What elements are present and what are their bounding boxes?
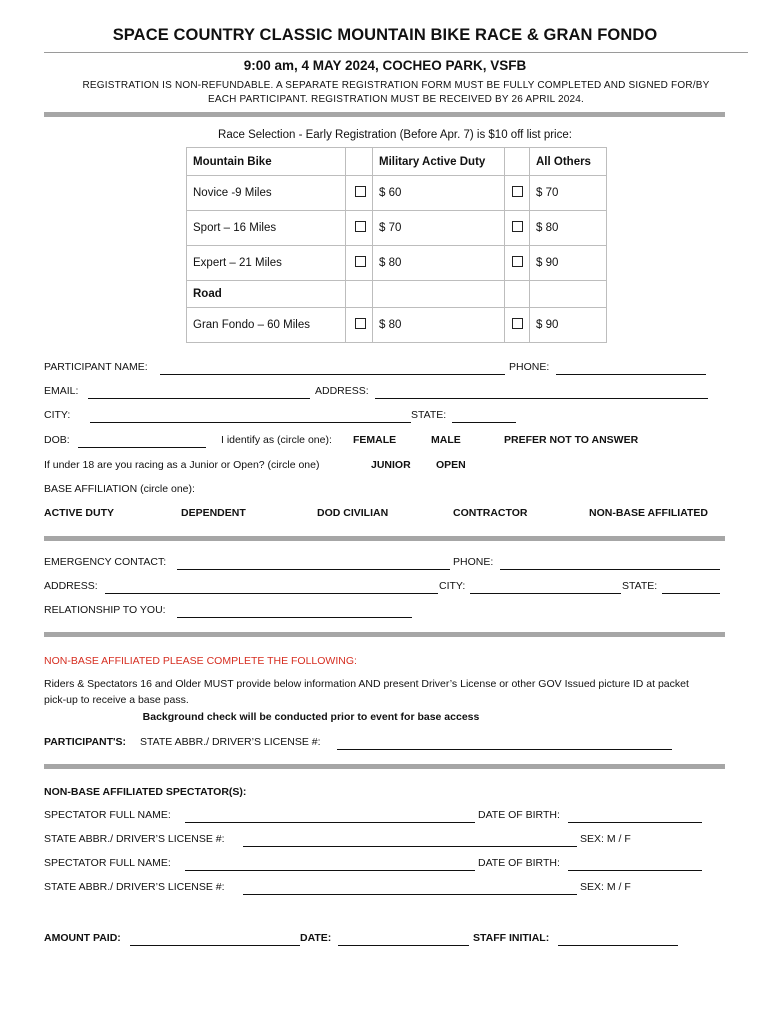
price: $ 60 bbox=[373, 176, 505, 211]
race-name: Expert – 21 Miles bbox=[187, 246, 346, 281]
section-divider bbox=[44, 536, 725, 541]
price: $ 90 bbox=[530, 246, 607, 281]
base-option-non-base[interactable]: NON-BASE AFFILIATED bbox=[589, 507, 708, 519]
emergency-city-label: CITY: bbox=[439, 580, 466, 592]
identify-option-female[interactable]: FEMALE bbox=[353, 434, 397, 446]
spectator-1-name-label: SPECTATOR FULL NAME: bbox=[44, 809, 171, 821]
spectator-2-sex[interactable]: SEX: M / F bbox=[580, 881, 631, 893]
relationship-field[interactable] bbox=[177, 617, 412, 618]
road-section-label: Road bbox=[187, 281, 346, 308]
checkbox-expert-others[interactable] bbox=[512, 256, 523, 267]
relationship-label: RELATIONSHIP TO YOU: bbox=[44, 604, 166, 616]
non-base-info-line-1: Riders & Spectators 16 and Older MUST provide below information AND present Driver’s License or other GOV Issued picture ID at packet bbox=[44, 678, 689, 690]
identify-option-prefer-not[interactable]: PREFER NOT TO ANSWER bbox=[504, 434, 639, 446]
section-divider bbox=[44, 764, 725, 769]
date-field[interactable] bbox=[338, 945, 469, 946]
base-option-active-duty[interactable]: ACTIVE DUTY bbox=[44, 507, 115, 519]
spectator-2-license-label: STATE ABBR./ DRIVER’S LICENSE #: bbox=[44, 881, 225, 893]
emergency-state-field[interactable] bbox=[662, 593, 720, 594]
participants-label: PARTICIPANT'S: bbox=[44, 736, 127, 748]
registration-notice bbox=[40, 79, 752, 107]
checkbox-novice-others[interactable] bbox=[512, 186, 523, 197]
spectator-1-license-label: STATE ABBR./ DRIVER’S LICENSE #: bbox=[44, 833, 225, 845]
email-field[interactable] bbox=[88, 398, 310, 399]
spectator-1-dob-field[interactable] bbox=[568, 822, 702, 823]
form-title: SPACE COUNTRY CLASSIC MOUNTAIN BIKE RACE & GRAN FONDO bbox=[112, 26, 658, 44]
base-affiliation-label: BASE AFFILIATION (circle one): bbox=[44, 483, 195, 495]
participant-name-field[interactable] bbox=[160, 374, 505, 375]
city-label: CITY: bbox=[44, 409, 71, 421]
spectator-2-name-label: SPECTATOR FULL NAME: bbox=[44, 857, 171, 869]
date-label: DATE: bbox=[300, 932, 332, 944]
non-base-heading: NON-BASE AFFILIATED PLEASE COMPLETE THE FOLLOWING: bbox=[44, 655, 357, 667]
race-selection-caption: Race Selection - Early Registration (Before Apr. 7) is $10 off list price: bbox=[218, 129, 572, 141]
checkbox-granfondo-others[interactable] bbox=[512, 318, 523, 329]
race-name: Sport – 16 Miles bbox=[187, 211, 346, 246]
event-date-location: 9:00 am, 4 MAY 2024, COCHEO PARK, VSFB bbox=[243, 58, 527, 73]
emergency-state-label: STATE: bbox=[622, 580, 658, 592]
phone-field[interactable] bbox=[556, 374, 706, 375]
option-junior[interactable]: JUNIOR bbox=[371, 459, 411, 471]
emergency-address-label: ADDRESS: bbox=[44, 580, 98, 592]
section-divider bbox=[44, 112, 725, 117]
spectator-1-dob-label: DATE OF BIRTH: bbox=[478, 809, 560, 821]
staff-initial-field[interactable] bbox=[558, 945, 678, 946]
notice-line-1: REGISTRATION IS NON-REFUNDABLE. A SEPARATE REGISTRATION FORM MUST BE FULLY COMPLETED AND SIGNED FOR/BY bbox=[82, 80, 710, 91]
amount-paid-field[interactable] bbox=[130, 945, 300, 946]
price: $ 80 bbox=[373, 246, 505, 281]
state-label: STATE: bbox=[411, 409, 447, 421]
dob-field[interactable] bbox=[78, 447, 206, 448]
amount-paid-label: AMOUNT PAID: bbox=[44, 932, 121, 944]
checkbox-sport-military[interactable] bbox=[355, 221, 366, 232]
col-header-all-others: All Others bbox=[530, 148, 607, 176]
staff-initial-label: STAFF INITIAL: bbox=[473, 932, 550, 944]
race-name: Gran Fondo – 60 Miles bbox=[187, 308, 346, 343]
address-field[interactable] bbox=[375, 398, 708, 399]
address-label: ADDRESS: bbox=[315, 385, 369, 397]
base-option-dod-civilian[interactable]: DOD CIVILIAN bbox=[317, 507, 389, 519]
spectator-2-dob-label: DATE OF BIRTH: bbox=[478, 857, 560, 869]
junior-question: If under 18 are you racing as a Junior or Open? (circle one) bbox=[44, 459, 320, 471]
identify-label: I identify as (circle one): bbox=[221, 434, 332, 446]
spectator-2-dob-field[interactable] bbox=[568, 870, 702, 871]
col-header-mountain-bike: Mountain Bike bbox=[187, 148, 346, 176]
emergency-address-field[interactable] bbox=[105, 593, 438, 594]
emergency-phone-field[interactable] bbox=[500, 569, 720, 570]
background-check-notice: Background check will be conducted prior to event for base access bbox=[142, 711, 480, 723]
phone-label: PHONE: bbox=[509, 361, 550, 373]
race-row-sport bbox=[187, 211, 607, 246]
section-divider bbox=[44, 632, 725, 637]
spectator-1-name-field[interactable] bbox=[185, 822, 475, 823]
option-open[interactable]: OPEN bbox=[436, 459, 466, 471]
spectator-2-name-field[interactable] bbox=[185, 870, 475, 871]
emergency-phone-label: PHONE: bbox=[453, 556, 494, 568]
notice-line-2: EACH PARTICIPANT. REGISTRATION MUST BE RECEIVED BY 26 APRIL 2024. bbox=[207, 94, 585, 105]
price: $ 70 bbox=[530, 176, 607, 211]
price: $ 80 bbox=[530, 211, 607, 246]
race-row-expert bbox=[187, 246, 607, 281]
participants-license-field[interactable] bbox=[337, 749, 672, 750]
checkbox-sport-others[interactable] bbox=[512, 221, 523, 232]
race-row-novice bbox=[187, 176, 607, 211]
emergency-contact-field[interactable] bbox=[177, 569, 450, 570]
divider bbox=[44, 52, 748, 53]
race-row-gran-fondo bbox=[187, 308, 607, 343]
non-base-info-line-2: pick-up to receive a base pass. bbox=[44, 694, 189, 706]
state-field[interactable] bbox=[452, 422, 516, 423]
spectator-1-license-field[interactable] bbox=[243, 846, 577, 847]
emergency-contact-label: EMERGENCY CONTACT: bbox=[44, 556, 167, 568]
base-option-dependent[interactable]: DEPENDENT bbox=[181, 507, 246, 519]
participant-name-label: PARTICIPANT NAME: bbox=[44, 361, 148, 373]
base-option-contractor[interactable]: CONTRACTOR bbox=[453, 507, 528, 519]
checkbox-expert-military[interactable] bbox=[355, 256, 366, 267]
race-selection-table bbox=[186, 147, 607, 343]
spectators-heading: NON-BASE AFFILIATED SPECTATOR(S): bbox=[44, 786, 247, 798]
spectator-2-license-field[interactable] bbox=[243, 894, 577, 895]
checkbox-granfondo-military[interactable] bbox=[355, 318, 366, 329]
emergency-city-field[interactable] bbox=[470, 593, 621, 594]
participants-license-label: STATE ABBR./ DRIVER’S LICENSE #: bbox=[140, 736, 321, 748]
race-name: Novice -9 Miles bbox=[187, 176, 346, 211]
price: $ 70 bbox=[373, 211, 505, 246]
dob-label: DOB: bbox=[44, 434, 70, 446]
price: $ 90 bbox=[530, 308, 607, 343]
city-field[interactable] bbox=[90, 422, 411, 423]
email-label: EMAIL: bbox=[44, 385, 79, 397]
identify-option-male[interactable]: MALE bbox=[431, 434, 461, 446]
price: $ 80 bbox=[373, 308, 505, 343]
spectator-1-sex[interactable]: SEX: M / F bbox=[580, 833, 631, 845]
col-header-military: Military Active Duty bbox=[373, 148, 505, 176]
checkbox-novice-military[interactable] bbox=[355, 186, 366, 197]
